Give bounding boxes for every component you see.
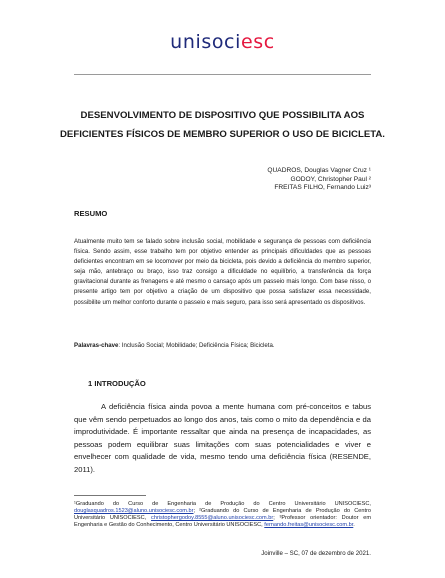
footnote-2-text: ; ²Graduando do Curso de Engenharia de Produção do Centro Universitário UNISOCIESC,	[74, 507, 371, 521]
introduction-heading: 1 INTRODUÇÃO	[88, 379, 146, 388]
logo-main-text: unisoci	[170, 31, 241, 53]
paper-title: DESENVOLVIMENTO DE DISPOSITIVO QUE POSSIBILITA AOS DEFICIENTES FÍSICOS DE MEMBRO SUPERIOR O USO DE BICICLETA.	[60, 110, 385, 140]
footnote-1-email-link[interactable]: douglasquadros.1523@aluno.unisociesc.com.br	[74, 507, 194, 514]
logo-accent-text: esc	[240, 31, 275, 53]
author-2: GODOY, Christopher Paul ²	[290, 175, 371, 183]
footnotes	[74, 501, 371, 529]
abstract-text: Atualmente muito tem se falado sobre inclusão social, mobilidade e segurança de pessoas com deficiência física. Sendo assim, esse trabalho tem por objetivo entender as principais dificuldades que as pessoas deficientes encontram em se locomover por meio da bicicleta, pois devido a deficiência do membro superior, seja mão, antebraço ou braço, isso traz consigo a dificuldade no equilíbrio, a transferência da força gravitacional durante as frenagens e até mesmo o cansaço após um passeio mais longo. Com base nisso, o presente artigo tem por objetivo a criação de um dispositivo que possa satisfazer essa necessidade, possibilite um melhor conforto durante o passeio e mais seguro, para isso será apresentado os dispositivos.	[74, 238, 371, 306]
author-3: FREITAS FILHO, Fernando Luiz³	[274, 184, 371, 192]
keywords-line	[74, 342, 371, 349]
author-list	[267, 167, 371, 193]
keywords-values: : Inclusão Social; Mobilidade; Deficiência Física; Bicicleta.	[118, 342, 275, 349]
abstract-heading: RESUMO	[74, 209, 108, 218]
footnote-3-email-link[interactable]: fernando.freitas@unisociesc.com.br	[264, 521, 354, 528]
dateline: Joinville – SC, 07 de dezembro de 2021.	[261, 550, 371, 557]
author-1: QUADROS, Douglas Vagner Cruz ¹	[267, 167, 371, 174]
footnote-3-text: ; ³Professor orientador: Doutor em Engenharia e Gestão do Conhecimento, Centro Universitário UNISOCIESC,	[74, 514, 372, 528]
header-divider	[74, 74, 371, 75]
footnote-end: .	[353, 521, 355, 528]
footnote-divider	[74, 495, 146, 496]
footnote-1-text: ¹Graduando do Curso de Engenharia de Produção do Centro Universitário UNISOCIESC,	[74, 501, 371, 507]
keywords-label: Palavras-chave	[74, 342, 119, 349]
unisociesc-logo	[0, 31, 445, 53]
footnote-2-email-link[interactable]: christophergodoy.8555@aluno.unisociesc.com.br	[151, 514, 274, 521]
introduction-paragraph: A deficiência física ainda povoa a mente humana com pré-conceitos e tabus que vêm sendo perpetuados ao longo dos anos, tais como o mito da dependência e da improdutividade. É importante ressaltar que ainda na presença de incapacidades, as pessoas podem equilibrar suas limitações com suas potencialidades e viver e envelhecer com qualidade de vida, mesmo tendo uma deficiência física (RESENDE, 2011).	[74, 402, 371, 474]
